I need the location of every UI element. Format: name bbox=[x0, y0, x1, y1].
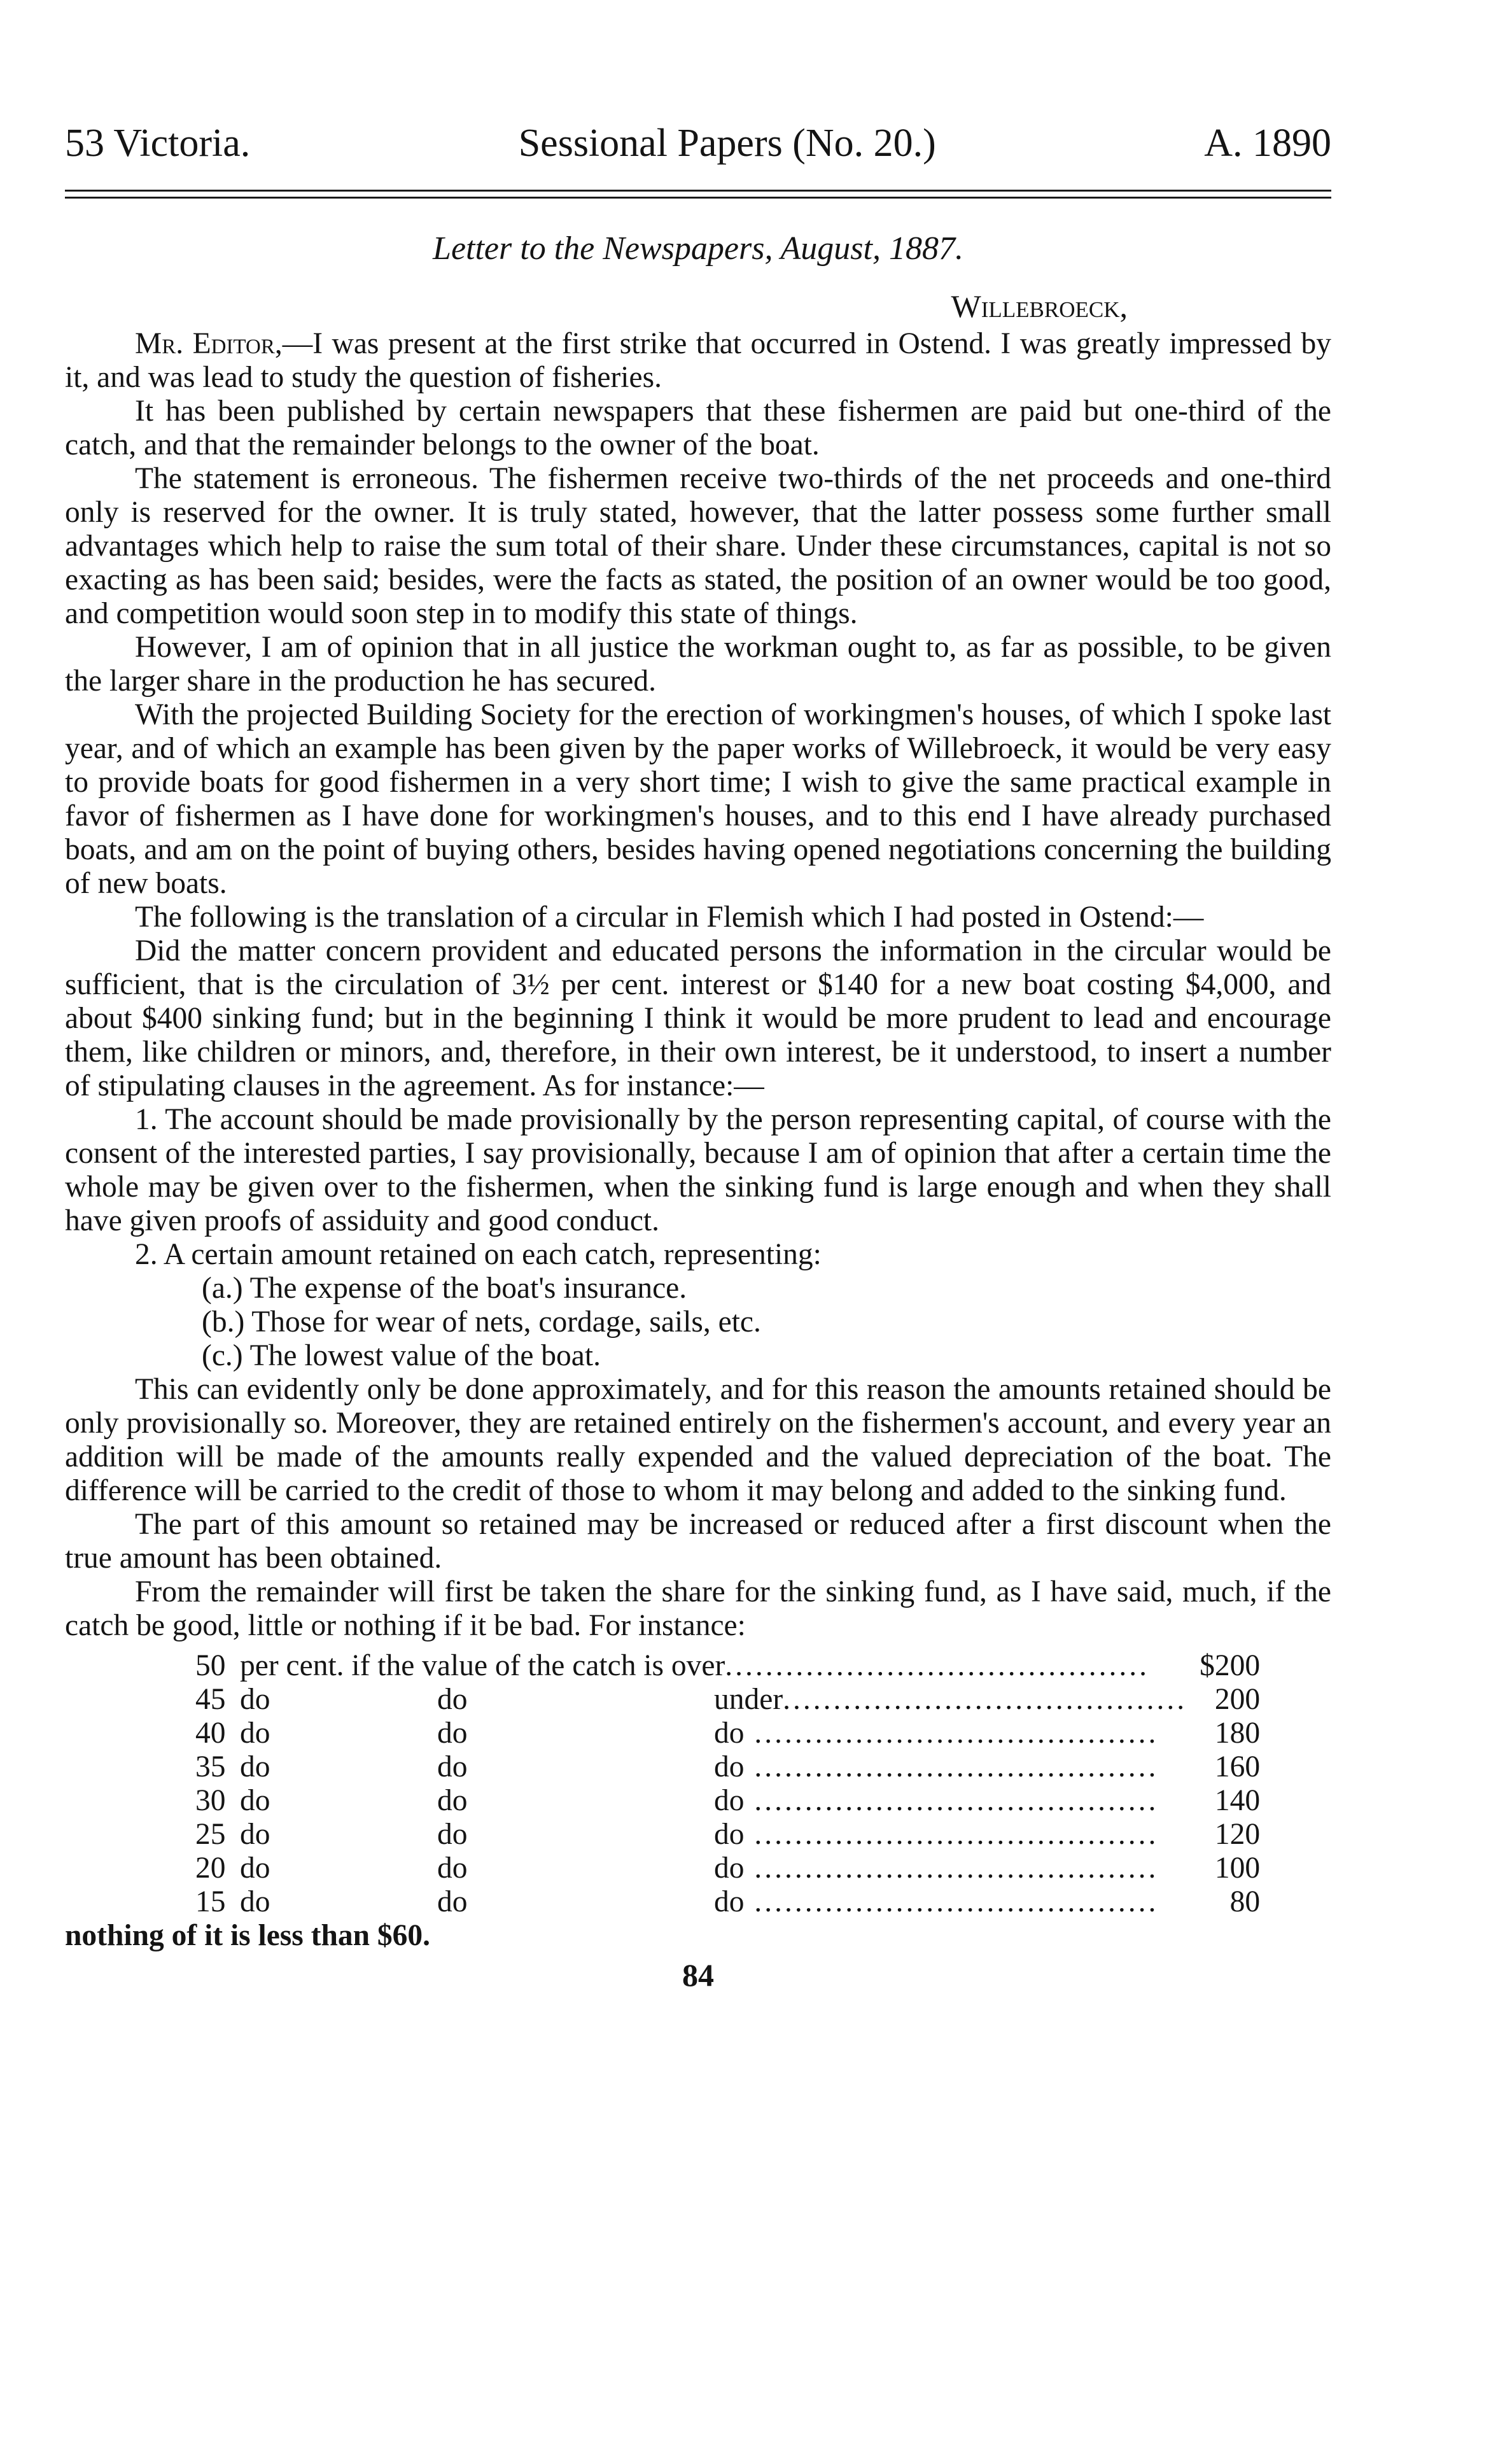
list-item-2: 2. A certain amount retained on each catch, representing: bbox=[135, 1238, 822, 1271]
table-cell-do: do bbox=[240, 1683, 270, 1716]
table-cell-do: do bbox=[240, 1750, 270, 1783]
table-cell-do: do bbox=[437, 1885, 468, 1918]
table-row bbox=[195, 1784, 1260, 1818]
table-cell-amount: 140 bbox=[1214, 1784, 1261, 1817]
sinking-fund-table bbox=[195, 1649, 1260, 1919]
table-cond-text: do bbox=[714, 1717, 745, 1750]
table-row bbox=[195, 1852, 1260, 1885]
header-center: Sessional Papers (No. 20.) bbox=[518, 122, 936, 165]
table-cell-do: do bbox=[240, 1818, 270, 1851]
table-cell-do: do bbox=[437, 1750, 468, 1783]
table-cell-amount: 160 bbox=[1214, 1750, 1261, 1783]
table-row bbox=[195, 1649, 1260, 1683]
table-cell-spacer bbox=[654, 1885, 714, 1919]
letter-caption: Letter to the Newspapers, August, 1887. bbox=[433, 230, 963, 267]
paragraph-9: The part of this amount so retained may be increased or reduced after a first discount when the true amount has been obtained. bbox=[65, 1508, 1331, 1575]
table-cell-do: do bbox=[437, 1784, 468, 1817]
table-cell-percent: 45 bbox=[195, 1683, 226, 1716]
paragraph-7: Did the matter concern provident and educated persons the information in the circular would be sufficient, that is the circulation of 3½ per cent. interest or $140 for a new boat costing $4,000, and about $400 sinking fund; but in the beginning I think it would be more prudent to lead and encourage them, like children or minors, and, therefore, in their own interest, be it understood, to insert a number of stipulating clauses in the agreement. As for instance:— bbox=[65, 934, 1331, 1102]
table-cell-amount: 80 bbox=[1229, 1885, 1261, 1918]
table-cell-amount: $200 bbox=[1200, 1649, 1261, 1682]
table-cell-spacer bbox=[654, 1852, 714, 1885]
header-rule-bottom bbox=[65, 197, 1331, 199]
table-cond-text: do bbox=[714, 1818, 745, 1851]
table-row bbox=[195, 1818, 1260, 1852]
paragraph-4: However, I am of opinion that in all justice the workman ought to, as far as possible, to be given the larger share in the production he has secured. bbox=[65, 631, 1331, 698]
letter-place: Willebroeck, bbox=[951, 288, 1128, 324]
header-rule-top bbox=[65, 190, 1331, 192]
leader-dots: ........................................ bbox=[744, 1784, 1159, 1817]
table-cell-spacer bbox=[654, 1683, 714, 1717]
table-cell-do: do bbox=[437, 1818, 468, 1851]
paragraph-1 bbox=[65, 327, 1331, 395]
table-row bbox=[195, 1885, 1260, 1919]
table-cell-condition bbox=[714, 1750, 1187, 1784]
table-cell-do: do bbox=[240, 1885, 270, 1918]
table-cell-do: do bbox=[240, 1852, 270, 1885]
table-cell-do: do bbox=[437, 1683, 468, 1716]
letter-body bbox=[65, 327, 1331, 1953]
table-row bbox=[195, 1683, 1260, 1717]
salutation: Mr. Editor, bbox=[135, 327, 283, 360]
table-cell-condition bbox=[714, 1683, 1187, 1717]
paragraph-2: It has been published by certain newspapers that these fishermen are paid but one-third of the catch, and that the remainder belongs to the owner of the boat. bbox=[65, 395, 1331, 461]
table-cell-spacer bbox=[654, 1818, 714, 1852]
paragraph-6: The following is the translation of a circular in Flemish which I had posted in Ostend:— bbox=[135, 901, 1204, 934]
sub-item-a: (a.) The expense of the boat's insurance. bbox=[202, 1272, 687, 1305]
table-row bbox=[195, 1717, 1260, 1750]
table-cond-text: do bbox=[714, 1784, 745, 1817]
table-cell-spacer bbox=[654, 1784, 714, 1818]
table-cell-spacer bbox=[654, 1750, 714, 1784]
table-cond-text: do bbox=[714, 1885, 745, 1918]
table-cell-spacer bbox=[654, 1717, 714, 1750]
leader-dots: .......................................... bbox=[725, 1649, 1150, 1682]
sub-item-c: (c.) The lowest value of the boat. bbox=[202, 1339, 601, 1372]
table-cell-do: do bbox=[240, 1717, 270, 1750]
table-cell-do: do bbox=[437, 1717, 468, 1750]
leader-dots: ........................................ bbox=[744, 1750, 1159, 1783]
document-page bbox=[65, 115, 1331, 1993]
table-cell-condition bbox=[714, 1818, 1187, 1852]
table-cell-percent: 50 bbox=[195, 1649, 226, 1682]
table-cell-amount: 120 bbox=[1214, 1818, 1261, 1851]
table-cell-amount: 200 bbox=[1214, 1683, 1261, 1716]
paragraph-5: With the projected Building Society for the erection of workingmen's houses, of which I spoke last year, and of which an example has been given by the paper works of Willebroeck, it would be very easy to provide boats for good fishermen in a very short time; I wish to give the same practical example in favor of fishermen as I have done for workingmen's houses, and to this end I have already purchased boats, and am on the point of buying others, besides having opened negotiations concerning the building of new boats. bbox=[65, 698, 1331, 900]
table-cell-amount: 180 bbox=[1214, 1717, 1261, 1750]
table-cond-text: under bbox=[714, 1683, 783, 1716]
table-cond-text: do bbox=[714, 1750, 745, 1783]
footer-note: nothing of it is less than $60. bbox=[65, 1919, 431, 1952]
table-cell-condition bbox=[714, 1852, 1187, 1885]
list-item-1: 1. The account should be made provisionally by the person representing capital, of course with the consent of the interested parties, I say provisionally, because I am of opinion that after a certain time the whole may be given over to the fishermen, when the sinking fund is large enough and when they shall have given proofs of assiduity and good conduct. bbox=[65, 1103, 1331, 1237]
table-cell-condition bbox=[714, 1717, 1187, 1750]
header-left: 53 Victoria. bbox=[65, 122, 251, 165]
table-row bbox=[195, 1750, 1260, 1784]
page-number: 84 bbox=[682, 1957, 714, 1993]
table-cell-condition bbox=[240, 1649, 1187, 1683]
header-right: A. 1890 bbox=[1204, 122, 1331, 165]
table-row1-label: per cent. if the value of the catch is over bbox=[240, 1649, 725, 1682]
paragraph-10: From the remainder will first be taken the share for the sinking fund, as I have said, much, if the catch be good, little or nothing if it be bad. For instance: bbox=[65, 1575, 1331, 1642]
table-cell-percent: 20 bbox=[195, 1852, 226, 1885]
table-cell-percent: 15 bbox=[195, 1885, 226, 1918]
table-cell-amount: 100 bbox=[1214, 1852, 1261, 1885]
paragraph-3: The statement is erroneous. The fishermen receive two-thirds of the net proceeds and one-third only is reserved for the owner. It is truly stated, however, that the latter possess some further small advantages which help to raise the sum total of their share. Under these circumstances, capital is not so exacting as has been said; besides, were the facts as stated, the position of an owner would be too good, and competition would soon step in to modify this state of things. bbox=[65, 462, 1331, 630]
table-cell-percent: 35 bbox=[195, 1750, 226, 1783]
table-cell-percent: 40 bbox=[195, 1717, 226, 1750]
leader-dots: ........................................ bbox=[783, 1683, 1187, 1716]
table-cell-condition bbox=[714, 1784, 1187, 1818]
table-cell-percent: 25 bbox=[195, 1818, 226, 1851]
leader-dots: ........................................ bbox=[744, 1885, 1159, 1918]
running-header bbox=[65, 115, 1331, 172]
table-cell-do: do bbox=[437, 1852, 468, 1885]
paragraph-8: This can evidently only be done approximately, and for this reason the amounts retained should be only provisionally so. Moreover, they are retained entirely on the fishermen's account, and every year an addition will be made of the amounts really expended and the valued depreciation of the boat. The difference will be carried to the credit of those to whom it may belong and added to the sinking fund. bbox=[65, 1373, 1331, 1507]
table-cell-percent: 30 bbox=[195, 1784, 226, 1817]
leader-dots: ........................................ bbox=[744, 1818, 1159, 1851]
table-cell-condition bbox=[714, 1885, 1187, 1919]
paragraph-1-text: —I was present at the first strike that occurred in Ostend. I was greatly impressed by it, and was lead to study the question of fisheries. bbox=[65, 327, 1331, 394]
leader-dots: ........................................ bbox=[744, 1852, 1159, 1885]
table-cell-do: do bbox=[240, 1784, 270, 1817]
leader-dots: ........................................ bbox=[744, 1717, 1159, 1750]
sub-item-b: (b.) Those for wear of nets, cordage, sails, etc. bbox=[202, 1305, 761, 1339]
table-cond-text: do bbox=[714, 1852, 745, 1885]
